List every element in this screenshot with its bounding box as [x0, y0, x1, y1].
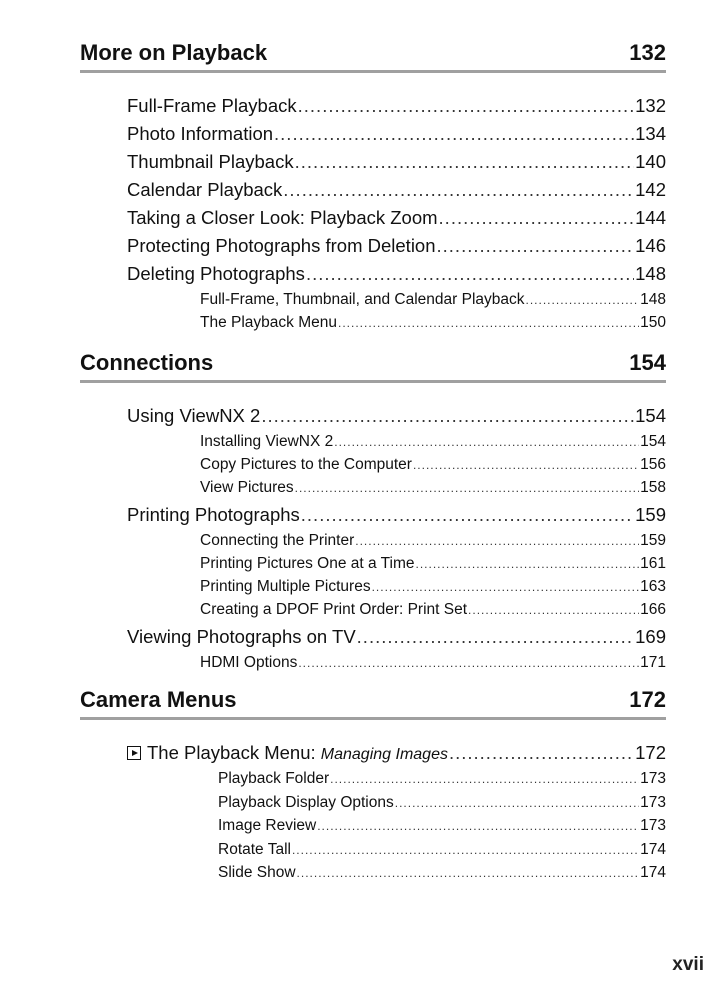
toc-entry-page-number: 150 [640, 314, 666, 331]
toc-entry[interactable] [218, 791, 666, 814]
dot-leader [355, 530, 639, 552]
toc-entry-page-number: 140 [635, 151, 666, 172]
toc-entry-text: The Playback Menu: [147, 742, 321, 763]
toc-entry-page-number: 171 [640, 654, 666, 671]
toc-entry-text: HDMI Options [200, 654, 298, 671]
toc-entry[interactable] [127, 176, 666, 204]
toc-entry-label [127, 120, 273, 148]
toc-entry-label [127, 204, 438, 232]
dot-leader [274, 120, 634, 148]
toc-entry[interactable] [127, 232, 666, 260]
toc-entry-text: Printing Multiple Pictures [200, 578, 371, 595]
toc-entry-text: Thumbnail Playback [127, 151, 294, 172]
dot-leader [372, 576, 640, 598]
toc-entry-page-number: 173 [640, 793, 666, 811]
toc-entry-label [127, 232, 436, 260]
dot-leader [413, 454, 639, 476]
toc-entry-page-number: 158 [640, 479, 666, 496]
dot-leader [330, 768, 639, 790]
toc-entry[interactable] [218, 767, 666, 790]
dot-leader [317, 815, 639, 837]
dot-leader [437, 232, 635, 260]
toc-entry-text: Playback Folder [218, 770, 330, 787]
toc-entry-text: Rotate Tall [218, 840, 291, 858]
dot-leader [357, 623, 634, 651]
section-page-number: 154 [629, 350, 666, 375]
toc-entry-label [127, 92, 297, 120]
toc-entry-text: Taking a Closer Look: Playback Zoom [127, 207, 438, 228]
toc-entry[interactable] [200, 288, 666, 311]
toc-entry-page-number: 174 [640, 864, 666, 881]
toc-entry[interactable] [218, 838, 666, 861]
section-title: More on Playback [80, 40, 268, 65]
toc-entry-page-number: 146 [635, 235, 666, 256]
toc-entry-label [200, 598, 467, 621]
toc-entry-page-number: 166 [640, 601, 666, 618]
toc-entry-label [218, 838, 291, 861]
toc-entry-text: Installing ViewNX 2 [200, 433, 334, 450]
toc-entry-text: Printing Pictures One at a Time [200, 555, 415, 572]
toc-entry-page-number: 134 [635, 123, 666, 144]
dot-leader [301, 501, 634, 529]
toc-entry-page-number: 156 [640, 456, 666, 473]
section-heading [80, 685, 666, 720]
toc-entry-label [127, 501, 300, 529]
toc-section [80, 348, 666, 671]
toc-entry-text: Full-Frame Playback [127, 95, 297, 116]
toc-entry-page-number: 174 [640, 840, 666, 858]
toc-entry[interactable] [200, 453, 666, 476]
section-heading [80, 38, 666, 73]
toc-entry[interactable] [127, 260, 666, 288]
toc-entry-page-number: 161 [640, 555, 666, 572]
toc-entry-page-number: 169 [635, 626, 666, 647]
toc-entry-page-number: 159 [640, 532, 666, 549]
toc-entry[interactable] [200, 529, 666, 552]
toc-entry[interactable] [218, 814, 666, 837]
toc-entry-text: Photo Information [127, 123, 274, 144]
section-page-number: 172 [629, 687, 666, 712]
toc-entry[interactable] [200, 575, 666, 598]
toc-entry-label [200, 453, 412, 476]
page-number: xvii [672, 954, 704, 975]
toc-entry-text: Calendar Playback [127, 179, 283, 200]
toc-entry[interactable] [127, 501, 666, 529]
toc-entry-label [127, 739, 448, 767]
toc-entry[interactable] [127, 739, 666, 767]
toc-entry-label [200, 288, 525, 311]
toc-entry-text: Using ViewNX 2 [127, 405, 261, 426]
toc-entry-label [200, 430, 333, 453]
dot-leader [439, 204, 635, 232]
playback-menu-icon [127, 746, 141, 760]
toc-entry-text: Creating a DPOF Print Order: Print Set [200, 601, 468, 618]
toc-entry-text: Protecting Photographs from Deletion [127, 235, 436, 256]
dot-leader [526, 289, 640, 311]
toc-entry-label [127, 176, 282, 204]
toc-entry-subtitle: Managing Images [320, 746, 448, 763]
toc-entry-text: Playback Display Options [218, 793, 394, 811]
toc-entry-page-number: 172 [635, 742, 666, 763]
toc-entry-text: Connecting the Printer [200, 532, 355, 549]
toc-entry[interactable] [200, 430, 666, 453]
dot-leader [338, 312, 639, 334]
dot-leader [295, 148, 635, 176]
toc-entry[interactable] [200, 552, 666, 575]
dot-leader [298, 92, 634, 120]
toc-entry-page-number: 159 [635, 504, 666, 525]
toc-entry-text: Slide Show [218, 864, 296, 881]
toc-entry-page-number: 154 [640, 433, 666, 450]
toc-entry-text: Image Review [218, 817, 317, 834]
toc-section [80, 38, 666, 331]
toc-entry-text: Printing Photographs [127, 504, 300, 525]
toc-entry[interactable] [127, 120, 666, 148]
toc-entry[interactable] [127, 623, 666, 651]
dot-leader [283, 176, 634, 204]
toc-entry-label [218, 814, 316, 837]
toc-entry-text: View Pictures [200, 479, 294, 496]
toc-entry-label [218, 767, 329, 790]
dot-leader [449, 739, 634, 767]
dot-leader [306, 260, 634, 288]
toc-entry-text: Copy Pictures to the Computer [200, 456, 412, 473]
toc-entry-page-number: 148 [635, 263, 666, 284]
toc-entry[interactable] [127, 92, 666, 120]
section-title: Camera Menus [80, 687, 237, 712]
toc-entry-text: Full-Frame, Thumbnail, and Calendar Playback [200, 291, 525, 308]
toc-entry-page-number: 163 [640, 578, 666, 595]
toc-entry[interactable] [200, 476, 666, 499]
dot-leader [395, 792, 639, 814]
toc-entry[interactable] [127, 148, 666, 176]
toc-entry[interactable] [200, 651, 666, 674]
toc-entry-text: Deleting Photographs [127, 263, 305, 284]
toc-entry-label [127, 402, 260, 430]
toc-entry-page-number: 173 [640, 817, 666, 834]
dot-leader [334, 431, 639, 453]
toc-entry-page-number: 154 [635, 405, 666, 426]
toc-entry-page-number: 142 [635, 179, 666, 200]
toc-entry-label [200, 476, 294, 499]
dot-leader [261, 402, 634, 430]
section-page-number: 132 [629, 40, 666, 65]
section-title: Connections [80, 350, 214, 375]
dot-leader [416, 553, 640, 575]
dot-leader [468, 599, 639, 621]
toc-entry-label [127, 260, 305, 288]
toc-section [80, 685, 666, 881]
dot-leader [292, 839, 639, 861]
dot-leader [295, 477, 640, 499]
toc-entry[interactable] [200, 311, 666, 334]
section-heading [80, 348, 666, 383]
toc-entry-label [218, 861, 296, 884]
toc-entry[interactable] [218, 861, 666, 884]
toc-entry-label [200, 552, 415, 575]
toc-entry[interactable] [127, 402, 666, 430]
toc-entry-page-number: 144 [635, 207, 666, 228]
toc-entry-label [200, 529, 354, 552]
toc-entry[interactable] [127, 204, 666, 232]
toc-entry-page-number: 148 [640, 291, 666, 308]
toc-entry-text: Viewing Photographs on TV [127, 626, 356, 647]
toc-entry-page-number: 132 [635, 95, 666, 116]
toc-entry-text: The Playback Menu [200, 314, 337, 331]
toc-entry-label [200, 311, 337, 334]
dot-leader [297, 862, 640, 884]
dot-leader [298, 652, 639, 674]
toc-entry-label [127, 148, 294, 176]
toc-entry[interactable] [200, 598, 666, 621]
toc-entry-label [218, 791, 394, 814]
toc-entry-label [200, 575, 371, 598]
toc-entry-page-number: 173 [640, 770, 666, 787]
toc-entry-label [127, 623, 356, 651]
toc-entry-label [200, 651, 297, 674]
